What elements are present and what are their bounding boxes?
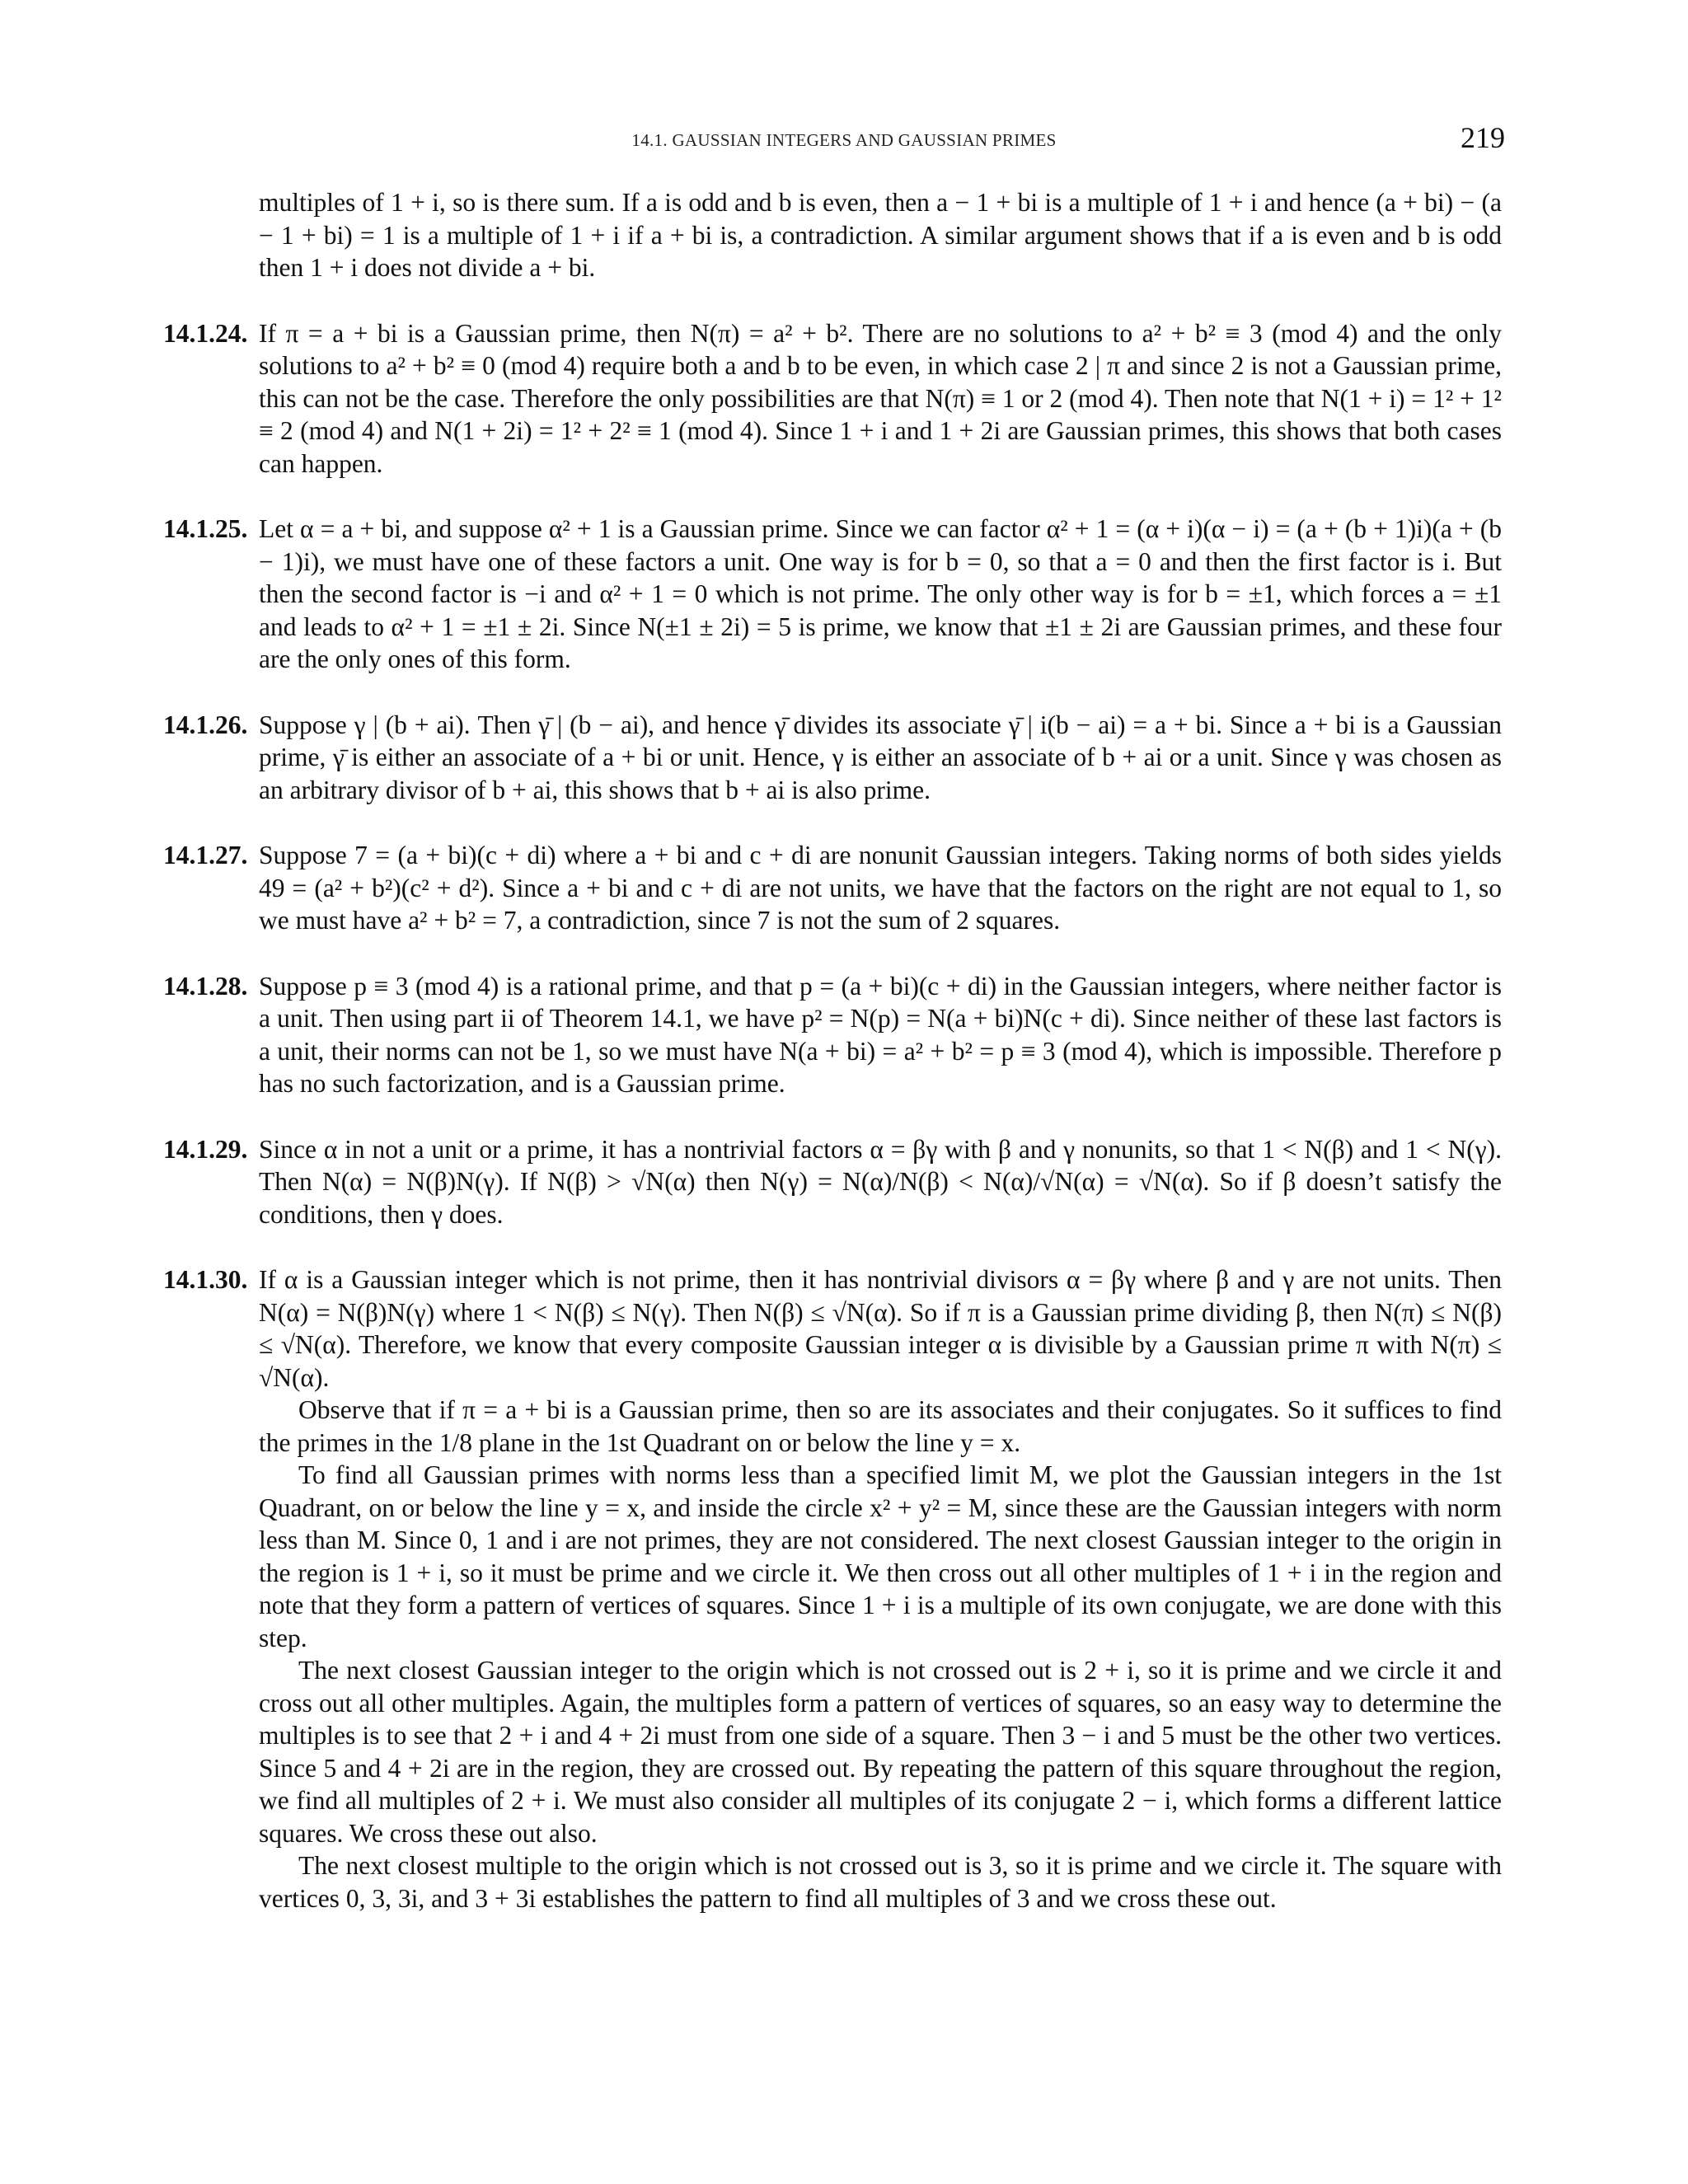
solution-14-1-28 bbox=[163, 970, 1502, 1100]
solution-14-1-30 bbox=[163, 1263, 1502, 1394]
solution-text: Suppose γ | (b + ai). Then γ̄ | (b − ai), and hence γ̄ divides its associate γ̄ | i(b − ai) = a + bi. Since a + bi is a Gaussian prime, γ̄ is either an associate of a + bi or unit. Hence, γ is either an associate of b + ai or a unit. Since γ was chosen as an arbitrary divisor of b + ai, this shows that b + ai is also prime. bbox=[259, 710, 1502, 804]
solution-14-1-29 bbox=[163, 1133, 1502, 1231]
solution-text: If π = a + bi is a Gaussian prime, then N(π) = a² + b². There are no solutions to a² + b² ≡ 3 (mod 4) and the only solutions to a² + b² ≡ 0 (mod 4) require both a and b to be even, in which case 2 | π and since 2 is not a Gaussian prime, this can not be the case. Therefore the only possibilities are that N(π) ≡ 1 or 2 (mod 4). Then note that N(1 + i) = 1² + 1² ≡ 2 (mod 4) and N(1 + 2i) = 1² + 2² ≡ 1 (mod 4). Since 1 + i and 1 + 2i are Gaussian primes, this shows that both cases can happen. bbox=[259, 318, 1502, 478]
running-title: 14.1. GAUSSIAN INTEGERS AND GAUSSIAN PRIMES bbox=[631, 130, 1057, 150]
continuation-paragraph: The next closest multiple to the origin which is not crossed out is 3, so it is prime and we circle it. The square with vertices 0, 3, 3i, and 3 + 3i establishes the pattern to find all multiples of 3 and we cross these out. bbox=[259, 1851, 1502, 1913]
solution-text: Suppose p ≡ 3 (mod 4) is a rational prime, and that p = (a + bi)(c + di) in the Gaussian integers, where neither factor is a unit. Then using part ii of Theorem 14.1, we have p² = N(p) = N(a + bi)N(c + di). Since neither of these last factors is a unit, their norms can not be 1, so we must have N(a + bi) = a² + b² = p ≡ 3 (mod 4), which is impossible. Therefore p has no such factorization, and is a Gaussian prime. bbox=[259, 971, 1502, 1098]
body-text bbox=[163, 186, 1502, 1915]
solution-14-1-24 bbox=[163, 317, 1502, 480]
lead-paragraph: multiples of 1 + i, so is there sum. If a is odd and b is even, then a − 1 + bi is a multiple of 1 + i and hence (a + bi) − (a − 1 + bi) = 1 is a multiple of 1 + i if a + bi is, a contradiction. A similar argument shows that if a is even and b is odd then 1 + i does not divide a + bi. bbox=[259, 188, 1502, 282]
solution-text: Since α in not a unit or a prime, it has a nontrivial factors α = βγ with β and γ nonunits, so that 1 < N(β) and 1 < N(γ). Then N(α) = N(β)N(γ). If N(β) > √N(α) then N(γ) = N(α)/N(β) < N(α)/√N(α) = √N(α). So if β doesn’t satisfy the conditions, then γ does. bbox=[259, 1134, 1502, 1229]
solution-text: If α is a Gaussian integer which is not prime, then it has nontrivial divisors α = βγ where β and γ are not units. Then N(α) = N(β)N(γ) where 1 < N(β) ≤ N(γ). Then N(β) ≤ √N(α). So if π is a Gaussian prime dividing β, then N(π) ≤ N(β) ≤ √N(α). Therefore, we know that every composite Gaussian integer α is divisible by a Gaussian prime π with N(π) ≤ √N(α). bbox=[259, 1265, 1502, 1392]
solution-label: 14.1.29. bbox=[163, 1134, 248, 1164]
solution-14-1-25 bbox=[163, 513, 1502, 676]
solution-label: 14.1.28. bbox=[163, 971, 248, 1001]
solution-text: Suppose 7 = (a + bi)(c + di) where a + bi and c + di are nonunit Gaussian integers. Taking norms of both sides yields 49 = (a² + b²)(c² + d²). Since a + bi and c + di are not units, we have that the factors on the right are not equal to 1, so we must have a² + b² = 7, a contradiction, since 7 is not the sum of 2 squares. bbox=[259, 841, 1502, 935]
continuation-paragraph: The next closest Gaussian integer to the origin which is not crossed out is 2 + i, so it is prime and we circle it and cross out all other multiples. Again, the multiples form a pattern of vertices of squares, so an easy way to determine the multiples is to see that 2 + i and 4 + 2i must from one side of a square. Then 3 − i and 5 must be the other two vertices. Since 5 and 4 + 2i are in the region, they are crossed out. By repeating the pattern of this square throughout the region, we find all multiples of 2 + i. We must also consider all multiples of its conjugate 2 − i, which forms a different lattice squares. We cross these out also. bbox=[259, 1656, 1502, 1848]
solution-14-1-27 bbox=[163, 839, 1502, 937]
solution-label: 14.1.25. bbox=[163, 514, 248, 543]
solution-label: 14.1.30. bbox=[163, 1265, 248, 1294]
page-number: 219 bbox=[1461, 121, 1505, 154]
solution-label: 14.1.27. bbox=[163, 841, 248, 869]
solution-label: 14.1.26. bbox=[163, 710, 248, 739]
solution-label: 14.1.24. bbox=[163, 318, 248, 348]
solution-14-1-26 bbox=[163, 709, 1502, 807]
continuation-paragraph: To find all Gaussian primes with norms less than a specified limit M, we plot the Gaussian integers in the 1st Quadrant, on or below the line y = x, and inside the circle x² + y² = M, since these are the Gaussian integers with norm less than M. Since 0, 1 and i are not primes, they are not considered. The next closest Gaussian integer to the origin in the region is 1 + i, so it must be prime and we circle it. We then cross out all other multiples of 1 + i in the region and note that they form a pattern of vertices of squares. Since 1 + i is a multiple of its own conjugate, we are done with this step. bbox=[259, 1460, 1502, 1652]
solution-text: Let α = a + bi, and suppose α² + 1 is a Gaussian prime. Since we can factor α² + 1 = (α + i)(α − i) = (a + (b + 1)i)(a + (b − 1)i), we must have one of these factors a unit. One way is for b = 0, so that a = 0 and then the first factor is i. But then the second factor is −i and α² + 1 = 0 which is not prime. The only other way is for b = ±1, which forces a = ±1 and leads to α² + 1 = ±1 ± 2i. Since N(±1 ± 2i) = 5 is prime, we know that ±1 ± 2i are Gaussian primes, and these four are the only ones of this form. bbox=[259, 514, 1502, 673]
continuation-paragraph: Observe that if π = a + bi is a Gaussian prime, then so are its associates and their conjugates. So it suffices to find the primes in the 1/8 plane in the 1st Quadrant on or below the line y = x. bbox=[259, 1395, 1502, 1457]
page-header bbox=[0, 121, 1688, 158]
